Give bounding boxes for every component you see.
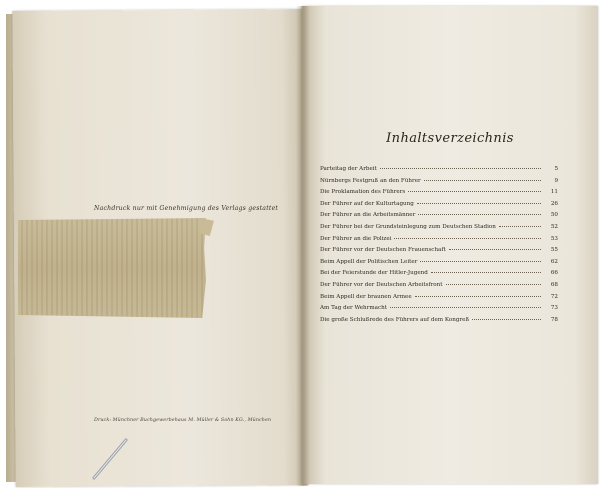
- toc-entry: [320, 178, 558, 190]
- toc-entry-leader: [394, 238, 541, 239]
- toc-list: [320, 166, 558, 328]
- toc-entry-title: Am Tag der Wehrmacht: [320, 305, 387, 312]
- paper-clip-icon: [86, 434, 136, 484]
- toc-entry-leader: [390, 307, 541, 308]
- toc-entry-leader: [415, 296, 541, 297]
- toc-entry-leader: [420, 261, 541, 262]
- toc-entry-page: 73: [550, 305, 558, 312]
- toc-entry-title: Parteitag der Arbeit: [320, 166, 377, 172]
- toc-entry-page: 52: [550, 223, 558, 230]
- toc-entry-title: Die große Schlußrede des Führers auf dem Kongreß: [320, 316, 470, 323]
- toc-entry-title: Der Führer an die Arbeitsmänner: [320, 212, 416, 219]
- toc-entry-title: Der Führer bei der Grundsteinlegung zum Deutschen Stadion: [320, 223, 496, 230]
- toc-title: Inhaltsverzeichnis: [386, 131, 514, 146]
- toc-entry-title: Der Führer auf der Kulturtagung: [320, 200, 414, 207]
- toc-entry: [320, 166, 558, 178]
- toc-entry: [320, 201, 558, 213]
- toc-entry-page: 68: [550, 281, 558, 288]
- toc-entry-leader: [499, 226, 541, 227]
- toc-entry-leader: [449, 249, 541, 250]
- toc-entry-title: Die Proklamation des Führers: [320, 189, 406, 196]
- toc-entry: [320, 236, 558, 248]
- toc-entry-title: Nürnbergs Festgruß an den Führer: [320, 177, 421, 184]
- toc-entry-leader: [380, 168, 541, 169]
- toc-entry-page: 9: [554, 177, 558, 184]
- toc-entry: [320, 189, 558, 201]
- toc-entry-page: 26: [550, 200, 558, 207]
- toc-entry-page: 53: [550, 235, 558, 242]
- toc-entry: [320, 270, 558, 282]
- toc-entry-page: 50: [550, 212, 558, 219]
- toc-entry-page: 78: [550, 316, 558, 323]
- printer-imprint: Druck: Münchner Buchgewerbehaus M. Müller & Sohn KG., München: [94, 418, 272, 423]
- toc-entry-page: 5: [554, 166, 558, 172]
- toc-entry-leader: [431, 272, 541, 273]
- toc-entry: [320, 212, 558, 224]
- toc-entry-leader: [418, 214, 541, 215]
- toc-entry-page: 72: [550, 293, 558, 300]
- toc-entry-title: Beim Appell der Politischen Leiter: [320, 258, 418, 265]
- toc-entry: [320, 317, 558, 329]
- toc-entry-title: Der Führer vor der Deutschen Frauenschaft: [320, 247, 446, 254]
- toc-entry: [320, 305, 558, 317]
- toc-entry-leader: [417, 203, 541, 204]
- toc-entry-title: Der Führer an die Polizei: [320, 235, 392, 242]
- toc-entry-page: 62: [550, 258, 558, 265]
- toc-entry-page: 66: [550, 270, 558, 277]
- toc-entry-leader: [446, 284, 541, 285]
- book-gutter: [296, 6, 310, 486]
- toc-entry-page: 55: [550, 247, 558, 254]
- toc-entry-leader: [472, 319, 541, 320]
- toc-entry-leader: [424, 180, 541, 181]
- adhesive-tape: [18, 218, 206, 318]
- toc-entry: [320, 294, 558, 306]
- toc-entry: [320, 259, 558, 271]
- toc-entry: [320, 247, 558, 259]
- toc-entry: [320, 282, 558, 294]
- toc-entry-leader: [408, 191, 541, 192]
- toc-entry-title: Beim Appell der braunen Armee: [320, 293, 412, 300]
- toc-entry-title: Bei der Feierstunde der Hitler-Jugend: [320, 270, 428, 277]
- toc-entry: [320, 224, 558, 236]
- toc-entry-title: Der Führer vor der Deutschen Arbeitsfront: [320, 281, 443, 288]
- copyright-notice: Nachdruck nur mit Genehmigung des Verlags gestattet: [94, 205, 279, 212]
- toc-entry-page: 11: [550, 189, 558, 196]
